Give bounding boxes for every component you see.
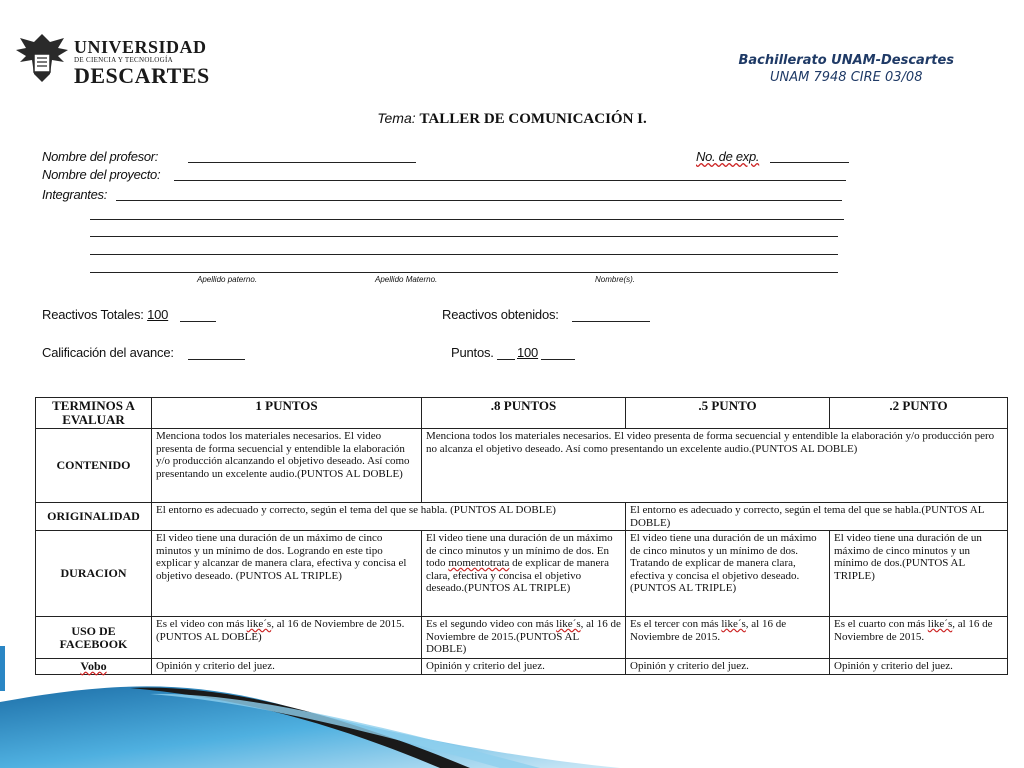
vobo-cell-3: Opinión y criterio del juez. — [626, 659, 830, 675]
row-label-duracion: DURACION — [36, 531, 152, 617]
proyecto-line — [174, 180, 846, 181]
vobo-text: Vobo — [80, 659, 107, 673]
originalidad-cell-1: El entorno es adecuado y correcto, según el tema del que se habla. (PUNTOS AL DOBLE) — [152, 503, 626, 531]
institution-heading — [738, 52, 954, 86]
integrantes-line-5 — [90, 272, 838, 273]
exp-text: No. de exp. — [696, 149, 760, 164]
header-terminos: TERMINOS A EVALUAR — [36, 398, 152, 429]
reactivos-obtenidos-line — [572, 321, 650, 322]
integrantes-line-1 — [116, 200, 842, 201]
apellido-paterno-label: Apellido paterno. — [197, 275, 258, 284]
duracion-cell-3: El video tiene una duración de un máximo de cinco minutos y un mínimo de dos. Tratando de explicar de manera clara, efectiva y concisa el objetivo deseado.(PUNTOS AL TRIPLE) — [626, 531, 830, 617]
reactivos-totales-value: 100 — [147, 307, 169, 322]
header-08-puntos: .8 PUNTOS — [422, 398, 626, 429]
profesor-line — [188, 162, 416, 163]
originalidad-cell-2: El entorno es adecuado y correcto, según el tema del que se habla.(PUNTOS AL DOBLE) — [626, 503, 1008, 531]
duracion-cell-2-a: El video tiene una duración de un máximo de cinco minutos y un mínimo de dos. En todo — [426, 532, 613, 569]
exp-label — [696, 149, 759, 164]
apellido-materno-label: Apellido Materno. — [375, 275, 438, 284]
proyecto-label: Nombre del proyecto: — [42, 167, 161, 182]
row-label-contenido: CONTENIDO — [36, 429, 152, 503]
facebook-cell-2-b: , al 16 de Noviembre de 2015.(PUNTOS AL DOBLE) — [426, 618, 621, 655]
nombres-label: Nombre(s). — [595, 275, 636, 284]
table-row-originalidad — [36, 503, 1008, 531]
duracion-cell-4: El video tiene una duración de un máximo de cinco minutos y un mínimo de dos.(PUNTOS AL TRIPLE) — [830, 531, 1008, 617]
header-05-punto: .5 PUNTO — [626, 398, 830, 429]
table-header-row — [36, 398, 1008, 429]
row-label-facebook: USO DE FACEBOOK — [36, 617, 152, 659]
university-logo — [12, 30, 210, 88]
institution-name: Bachillerato UNAM-Descartes — [738, 53, 954, 68]
profesor-label: Nombre del profesor: — [42, 149, 159, 164]
logo-line-universidad: UNIVERSIDAD — [74, 37, 207, 57]
integrantes-label: Integrantes: — [42, 187, 108, 202]
rubric-table — [35, 397, 1008, 675]
vobo-cell-2: Opinión y criterio del juez. — [422, 659, 626, 675]
facebook-likes-1: like´s — [246, 618, 272, 630]
logo-line-descartes: DESCARTES — [74, 63, 210, 88]
vobo-cell-4: Opinión y criterio del juez. — [830, 659, 1008, 675]
facebook-cell-4-b: , al 16 de Noviembre de 2015. — [834, 618, 993, 643]
header-02-punto: .2 PUNTO — [830, 398, 1008, 429]
duracion-cell-2-c: de explicar de manera clara, efectiva y concisa el objetivo deseado.(PUNTOS AL TRIPLE) — [426, 557, 609, 594]
puntos-line-right — [541, 359, 575, 360]
reactivos-totales-label: Reactivos Totales: — [42, 307, 144, 322]
duracion-cell-1: El video tiene una duración de un máximo de cinco minutos y un mínimo de dos. Logrando en este tipo explicar y alcanzar de manera clara, efectiva y concisa el objetivo deseado. (PUNTOS AL TRIPLE) — [152, 531, 422, 617]
duracion-cell-2 — [422, 531, 626, 617]
reactivos-totales-line — [180, 321, 216, 322]
row-label-originalidad: ORIGINALIDAD — [36, 503, 152, 531]
contenido-cell-2: Menciona todos los materiales necesarios. El video presenta de forma secuencial y entendible la elaboración y/o producción pero no alcanza el objetivo deseado. Así como presentando un excelente audio.(PUNTOS AL DOBLE) — [422, 429, 1008, 503]
facebook-likes-4: like´s — [927, 618, 953, 630]
puntos-line-left — [497, 359, 515, 360]
puntos-value: 100 — [517, 345, 539, 360]
tema-label: Tema: — [377, 110, 416, 126]
facebook-likes-3: like´s — [721, 618, 746, 630]
facebook-likes-2: like´s — [556, 618, 581, 630]
facebook-cell-4-a: Es el cuarto con más — [834, 618, 928, 630]
header-1-puntos: 1 PUNTOS — [152, 398, 422, 429]
tema-value: TALLER DE COMUNICACIÓN I. — [419, 111, 647, 127]
reactivos-obtenidos-label: Reactivos obtenidos: — [442, 307, 559, 322]
contenido-cell-1: Menciona todos los materiales necesarios. El video presenta de forma secuencial y entendible la elaboración y/o producción alcanzando el objetivo deseado. Así como presentando un excelente audio.(PUNTOS AL DOBLE) — [152, 429, 422, 503]
reactivos-totales — [42, 307, 168, 322]
slide-decoration — [0, 640, 1024, 768]
logo-line-ciencia: DE CIENCIA Y TECNOLOGÍA — [74, 56, 173, 64]
facebook-cell-1-b: , al 16 de Noviembre de 2015.(PUNTOS AL DOBLE) — [156, 618, 405, 643]
integrantes-line-4 — [90, 254, 838, 255]
calificacion-label: Calificación del avance: — [42, 345, 174, 360]
duracion-cell-2-b: momentotrata — [448, 557, 510, 569]
exp-line — [770, 162, 849, 163]
integrantes-line-3 — [90, 236, 838, 237]
eagle-emblem-icon — [12, 30, 72, 88]
facebook-cell-1-a: Es el video con más — [156, 618, 247, 630]
document-title — [0, 110, 1024, 128]
facebook-cell-3-a: Es el tercer con más — [630, 618, 722, 630]
facebook-cell-3-b: , al 16 de Noviembre de 2015. — [630, 618, 787, 643]
vobo-cell-1: Opinión y criterio del juez. — [152, 659, 422, 675]
calificacion-line — [188, 359, 245, 360]
institution-code: UNAM 7948 CIRE 03/08 — [770, 70, 923, 85]
facebook-cell-2-a: Es el segundo video con más — [426, 618, 557, 630]
logo-wordmark — [74, 38, 210, 87]
table-row-duracion — [36, 531, 1008, 617]
table-row-contenido — [36, 429, 1008, 503]
integrantes-line-2 — [90, 219, 844, 220]
puntos-label: Puntos. — [451, 345, 494, 360]
